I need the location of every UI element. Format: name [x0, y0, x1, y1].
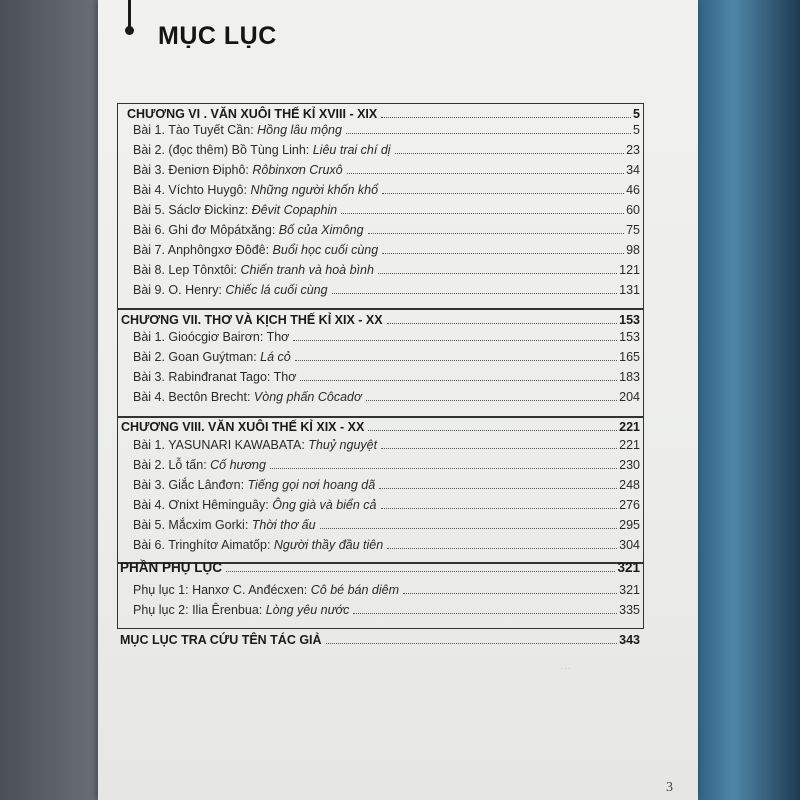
- toc-entry-title: [133, 203, 337, 217]
- entry-page-number: 230: [619, 458, 640, 472]
- entry-author: PHẦN PHỤ LỤC: [120, 560, 223, 575]
- toc-entry-title: [133, 583, 399, 597]
- dot-leader: [368, 232, 625, 234]
- entry-page-number: 343: [619, 633, 640, 647]
- toc-entry: [133, 223, 640, 237]
- toc-entry: [133, 438, 640, 452]
- toc-entry: [133, 390, 640, 404]
- entry-work-title: Bố của Ximông: [278, 223, 364, 237]
- entry-page-number: 46: [626, 183, 640, 197]
- toc-entry-title: [133, 390, 362, 404]
- entry-page-number: 5: [633, 107, 640, 121]
- entry-author: Bài 5. Mắcxim Gorki:: [133, 518, 252, 532]
- toc-entry: [133, 283, 640, 297]
- toc-heading: [121, 420, 640, 434]
- entry-work-title: Vòng phấn Côcadơ: [253, 390, 362, 404]
- entry-author: CHƯƠNG VII. THƠ VÀ KỊCH THẾ KỈ XIX - XX: [121, 313, 383, 327]
- entry-page-number: 221: [619, 420, 640, 434]
- toc-entry: [133, 123, 640, 137]
- entry-author: MỤC LỤC TRA CỨU TÊN TÁC GIẢ: [120, 633, 322, 647]
- entry-author: Bài 3. Đeniơn Điphô:: [133, 163, 253, 177]
- entry-work-title: Tiếng gọi nơi hoang dã: [247, 478, 376, 492]
- entry-page-number: 131: [619, 283, 640, 297]
- toc-entry-title: [120, 633, 322, 647]
- dot-leader: [332, 292, 618, 294]
- toc-entry-title: [133, 143, 391, 157]
- page-number: 3: [666, 780, 673, 795]
- toc-entry-title: [133, 183, 378, 197]
- toc-entry-title: [133, 263, 374, 277]
- entry-work-title: Liêu trai chí dị: [312, 143, 391, 157]
- toc-entry: [133, 370, 640, 384]
- entry-work-title: Đêvit Copaphin: [251, 203, 338, 217]
- toc-entry-title: [133, 163, 343, 177]
- entry-page-number: 321: [619, 583, 640, 597]
- entry-page-number: 98: [626, 243, 640, 257]
- dot-leader: [295, 359, 617, 361]
- dot-leader: [293, 339, 617, 341]
- toc-entry: [133, 458, 640, 472]
- entry-author: Bài 5. Sáclơ Đickinz:: [133, 203, 252, 217]
- entry-author: Bài 4. Víchto Huygô:: [133, 183, 251, 197]
- toc-entry-title: [133, 243, 378, 257]
- entry-author: Bài 1. YASUNARI KAWABATA:: [133, 438, 309, 452]
- toc-entry: [133, 350, 640, 364]
- toc-entry: [133, 518, 640, 532]
- entry-page-number: 60: [626, 203, 640, 217]
- dot-leader: [326, 642, 618, 644]
- entry-work-title: Chiếc lá cuối cùng: [225, 283, 328, 297]
- dot-leader: [346, 132, 631, 134]
- dot-leader: [387, 547, 617, 549]
- entry-page-number: 221: [619, 438, 640, 452]
- toc-heading: [120, 560, 640, 575]
- entry-work-title: Hồng lâu mộng: [257, 123, 342, 137]
- dot-leader: [353, 612, 617, 614]
- entry-page-number: 121: [619, 263, 640, 277]
- dot-leader: [403, 592, 617, 594]
- dot-leader: [270, 467, 617, 469]
- entry-author: CHƯƠNG VI . VĂN XUÔI THẾ KỈ XVIII - XIX: [127, 107, 378, 121]
- dot-leader: [341, 212, 624, 214]
- toc-entry-title: [133, 478, 375, 492]
- dot-leader: [381, 447, 617, 449]
- entry-work-title: Buổi học cuối cùng: [272, 243, 379, 257]
- entry-author: Bài 4. Ơnixt Hêminguây:: [133, 498, 273, 512]
- entry-page-number: 153: [619, 330, 640, 344]
- toc-entry-title: [127, 107, 377, 121]
- dot-leader: [381, 507, 618, 509]
- toc-entry-title: [133, 518, 316, 532]
- toc-entry: [133, 538, 640, 552]
- entry-page-number: 304: [619, 538, 640, 552]
- dot-leader: [347, 172, 624, 174]
- entry-page-number: 248: [619, 478, 640, 492]
- toc-entry-title: [133, 123, 342, 137]
- toc-entry: [133, 183, 640, 197]
- dot-leader: [320, 527, 618, 529]
- entry-page-number: 23: [626, 143, 640, 157]
- toc-entry-title: [133, 330, 289, 344]
- entry-page-number: 204: [619, 390, 640, 404]
- background-bleed-text: …: [560, 660, 571, 672]
- toc-entry-title: [133, 283, 328, 297]
- entry-author: Bài 1. Tào Tuyết Cần:: [133, 123, 258, 137]
- entry-author: Phụ lục 1: Hanxơ C. Anđécxen:: [133, 583, 311, 597]
- entry-work-title: Lòng yêu nước: [265, 603, 350, 617]
- entry-author: Bài 8. Lep Tônxtôi:: [133, 263, 241, 277]
- toc-entry: [133, 263, 640, 277]
- entry-author: Phụ lục 2: Ilia Êrenbua:: [133, 603, 266, 617]
- entry-page-number: 183: [619, 370, 640, 384]
- entry-work-title: Những người khốn khổ: [250, 183, 379, 197]
- toc-entry: [133, 243, 640, 257]
- toc-entry-title: [133, 350, 291, 364]
- page-title: MỤC LỤC: [158, 22, 277, 50]
- dot-leader: [368, 429, 617, 431]
- entry-page-number: 276: [619, 498, 640, 512]
- entry-page-number: 5: [633, 123, 640, 137]
- dot-leader: [387, 322, 618, 324]
- dot-leader: [379, 487, 617, 489]
- entry-author: Bài 1. Gioócgiơ Bairơn: Thơ: [133, 330, 290, 344]
- entry-page-number: 153: [619, 313, 640, 327]
- dot-leader: [395, 152, 625, 154]
- entry-author: Bài 4. Bectôn Brecht:: [133, 390, 254, 404]
- toc-entry: [133, 143, 640, 157]
- entry-work-title: Người thầy đầu tiên: [273, 538, 384, 552]
- dot-leader: [382, 252, 624, 254]
- entry-author: Bài 7. Anphôngxơ Đôđê:: [133, 243, 273, 257]
- toc-entry-title: [121, 420, 364, 434]
- entry-page-number: 34: [626, 163, 640, 177]
- toc-entry-title: [121, 313, 383, 327]
- toc-entry: [133, 603, 640, 617]
- toc-entry: [133, 498, 640, 512]
- entry-work-title: Cô bé bán diêm: [310, 583, 400, 597]
- entry-work-title: Rôbinxơn Cruxô: [252, 163, 343, 177]
- toc-entry-title: [120, 560, 222, 575]
- entry-author: Bài 2. Lỗ tấn:: [133, 458, 211, 472]
- entry-page-number: 321: [617, 560, 640, 575]
- dot-leader: [226, 570, 615, 572]
- toc-heading: [120, 633, 640, 647]
- entry-author: Bài 3. Rabinđranat Tago: Thơ: [133, 370, 297, 384]
- dot-leader: [381, 116, 631, 118]
- toc-entry-title: [133, 223, 364, 237]
- entry-work-title: Ông già và biển cả: [272, 498, 377, 512]
- dot-leader: [382, 192, 624, 194]
- entry-author: Bài 9. O. Henry:: [133, 283, 226, 297]
- toc-heading: [121, 313, 640, 327]
- entry-author: Bài 2. (đọc thêm) Bồ Tùng Linh:: [133, 143, 313, 157]
- entry-page-number: 295: [619, 518, 640, 532]
- toc-entry-title: [133, 498, 377, 512]
- entry-page-number: 75: [626, 223, 640, 237]
- entry-author: Bài 6. Tringhítơ Aimatốp:: [133, 538, 274, 552]
- entry-author: CHƯƠNG VIII. VĂN XUÔI THẾ KỈ XIX - XX: [121, 420, 365, 434]
- dot-leader: [378, 272, 617, 274]
- toc-entry: [133, 163, 640, 177]
- entry-work-title: Thuỷ nguyệt: [308, 438, 378, 452]
- entry-author: Bài 3. Giắc Lânđơn:: [133, 478, 248, 492]
- toc-entry: [133, 330, 640, 344]
- toc-entry-title: [133, 603, 349, 617]
- entry-work-title: Thời thơ ấu: [251, 518, 316, 532]
- toc-entry-title: [133, 438, 377, 452]
- toc-heading: [127, 107, 640, 121]
- entry-author: Bài 6. Ghi đơ Môpátxăng:: [133, 223, 279, 237]
- entry-page-number: 335: [619, 603, 640, 617]
- toc-entry-title: [133, 370, 296, 384]
- toc-entry-title: [133, 538, 383, 552]
- dot-leader: [366, 399, 618, 401]
- entry-page-number: 165: [619, 350, 640, 364]
- toc-entry: [133, 478, 640, 492]
- entry-work-title: Lá cỏ: [260, 350, 291, 364]
- entry-author: Bài 2. Goan Guýtman:: [133, 350, 261, 364]
- entry-work-title: Cố hương: [210, 458, 266, 472]
- toc-entry: [133, 203, 640, 217]
- entry-work-title: Chiến tranh và hoà bình: [240, 263, 374, 277]
- toc-entry-title: [133, 458, 266, 472]
- dot-leader: [300, 379, 617, 381]
- toc-entry: [133, 583, 640, 597]
